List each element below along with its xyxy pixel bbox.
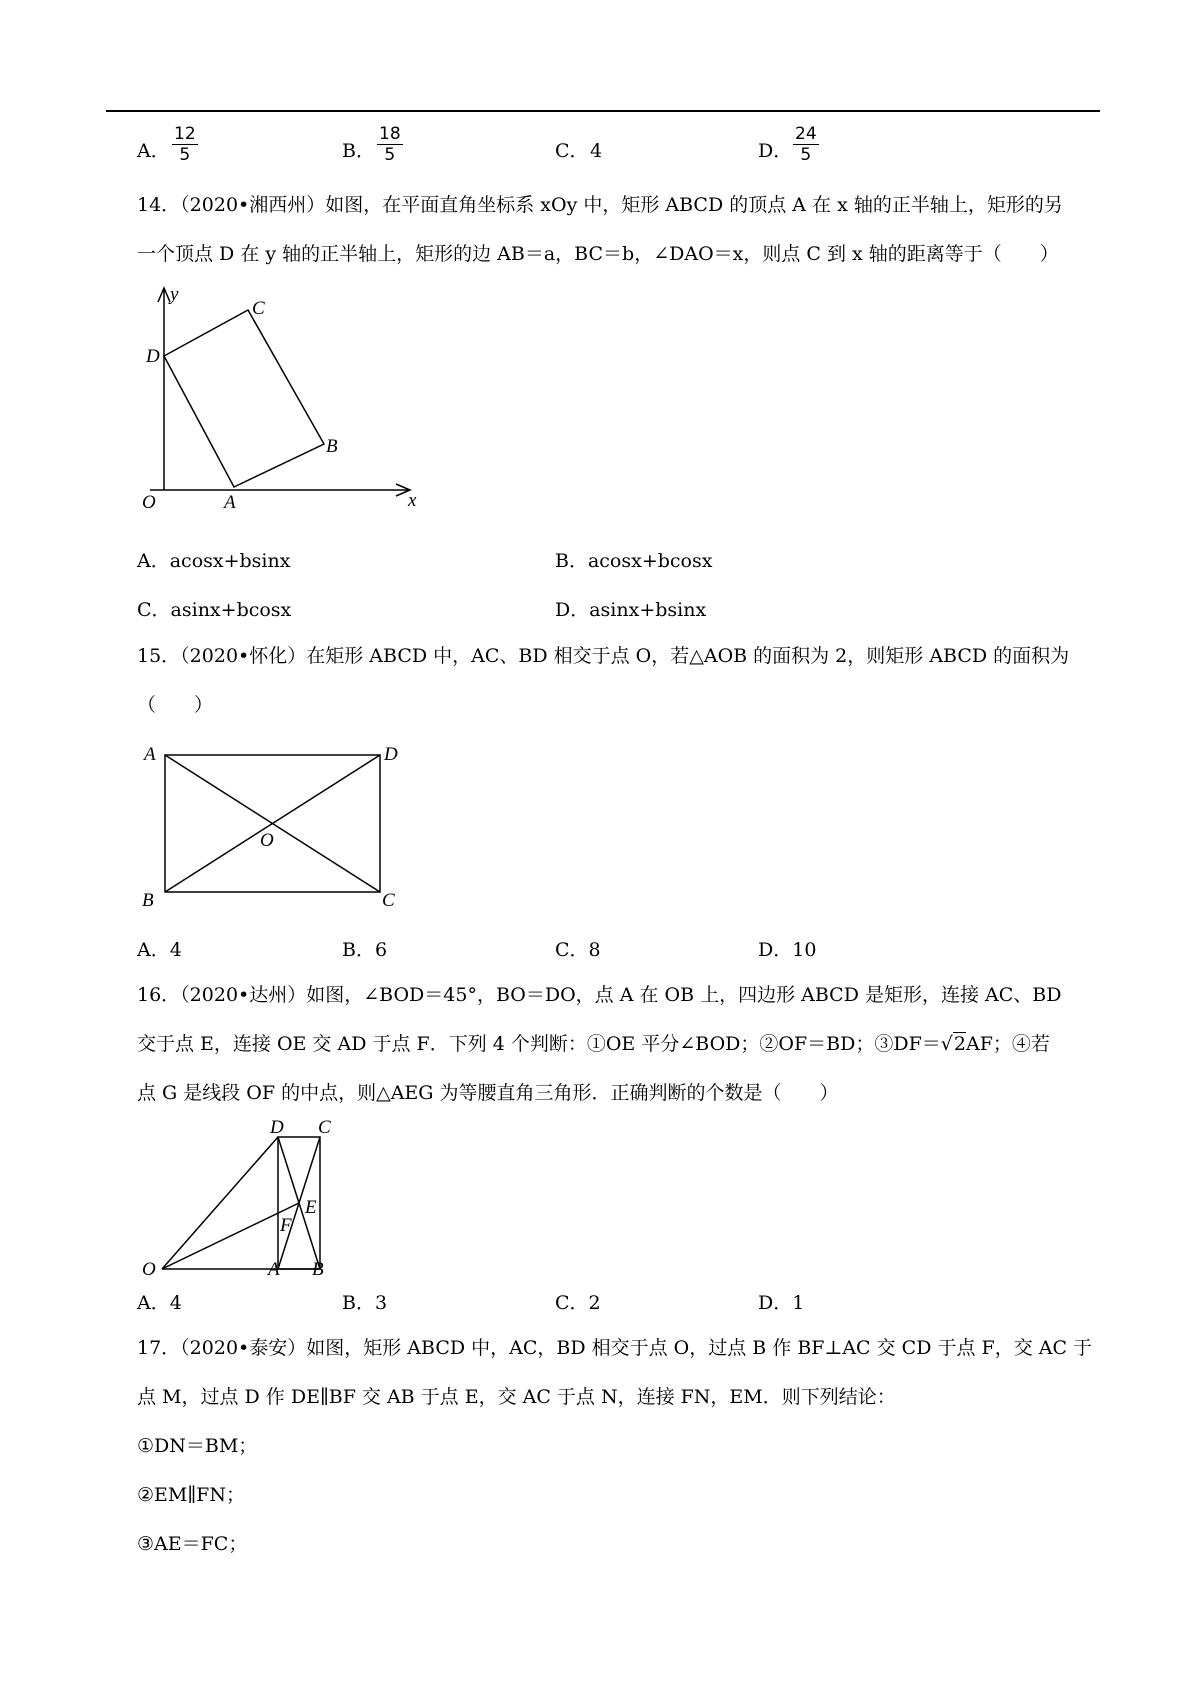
segment-od bbox=[162, 1137, 278, 1269]
q17-item1: ①DN＝BM； bbox=[137, 1435, 258, 1457]
label-o: O bbox=[142, 1259, 156, 1280]
q13-option-a-fraction bbox=[172, 124, 198, 165]
q16-stem-line1: 16．（2020•达州）如图，∠BOD＝45°，BO＝DO，点 A 在 OB 上，四边形 ABCD 是矩形，连接 AC、BD bbox=[137, 984, 1062, 1006]
fraction-numerator: 12 bbox=[174, 124, 196, 144]
q16-line2-before: 交于点 E，连接 OE 交 AD 于点 F．下列 4 个判断：①OE 平分∠BOD；②OF＝BD；③DF＝ bbox=[137, 1033, 941, 1055]
header-rule bbox=[106, 110, 1100, 112]
q16-stem-line2 bbox=[137, 1032, 1050, 1056]
q16-stem-line3: 点 G 是线段 OF 的中点，则△AEG 为等腰直角三角形．正确判断的个数是（ ） bbox=[137, 1082, 839, 1104]
q16-option-c: C．2 bbox=[555, 1292, 601, 1314]
q13-option-d-fraction bbox=[793, 124, 819, 165]
fraction-numerator: 24 bbox=[795, 124, 817, 144]
q15-option-a: A．4 bbox=[137, 939, 182, 961]
label-d: D bbox=[384, 744, 398, 765]
fraction-denominator: 5 bbox=[800, 145, 812, 165]
q14-stem-line1: 14．（2020•湘西州）如图，在平面直角坐标系 xOy 中，矩形 ABCD 的顶点 A 在 x 轴的正半轴上，矩形的另 bbox=[137, 194, 1063, 216]
q16-option-b: B．3 bbox=[342, 1292, 388, 1314]
q16-option-d: D．1 bbox=[758, 1292, 805, 1314]
label-a: A bbox=[144, 744, 156, 765]
q15-option-d: D．10 bbox=[758, 939, 817, 961]
fraction-denominator: 5 bbox=[179, 145, 191, 165]
q17-item3: ③AE＝FC； bbox=[137, 1533, 248, 1555]
q13-option-a-label: A． bbox=[137, 140, 170, 162]
label-b: B bbox=[326, 436, 338, 457]
q16-figure bbox=[130, 1115, 360, 1280]
q13-option-c-label: C． bbox=[555, 140, 589, 162]
q15-figure bbox=[130, 740, 430, 910]
label-e: E bbox=[305, 1197, 317, 1218]
label-b: B bbox=[312, 1259, 324, 1280]
label-d: D bbox=[146, 346, 160, 367]
label-o: O bbox=[260, 830, 274, 851]
q13-option-d-label: D． bbox=[758, 140, 793, 162]
q14-option-d: D．asinx+bsinx bbox=[555, 599, 707, 621]
q15-option-b: B．6 bbox=[342, 939, 388, 961]
label-y: y bbox=[170, 284, 179, 305]
label-d: D bbox=[270, 1117, 284, 1138]
fraction-numerator: 18 bbox=[379, 124, 401, 144]
fraction-denominator: 5 bbox=[384, 145, 396, 165]
label-o: O bbox=[142, 492, 156, 513]
label-a: A bbox=[224, 492, 236, 513]
label-c: C bbox=[318, 1117, 331, 1138]
q17-stem-line2: 点 M，过点 D 作 DE∥BF 交 AB 于点 E，交 AC 于点 N，连接 FN，EM．则下列结论： bbox=[137, 1386, 896, 1408]
q13-option-b-fraction bbox=[377, 124, 403, 165]
sqrt-symbol: √ bbox=[940, 1033, 953, 1055]
q17-stem-line1: 17．（2020•泰安）如图，矩形 ABCD 中，AC，BD 相交于点 O，过点 B 作 BF⊥AC 交 CD 于点 F，交 AC 于 bbox=[137, 1337, 1093, 1359]
q15-stem-line2: （ ） bbox=[137, 694, 214, 716]
q14-option-a: A．acosx+bsinx bbox=[137, 550, 291, 572]
q16-option-a: A．4 bbox=[137, 1292, 182, 1314]
q14-option-b: B．acosx+bcosx bbox=[555, 550, 713, 572]
label-b: B bbox=[142, 890, 154, 910]
q15-option-c: C．8 bbox=[555, 939, 601, 961]
label-a: A bbox=[268, 1259, 280, 1280]
q14-option-c: C．asinx+bcosx bbox=[137, 599, 292, 621]
q17-item2: ②EM∥FN； bbox=[137, 1484, 245, 1506]
rectangle-abcd bbox=[164, 310, 324, 487]
q14-stem-line2: 一个顶点 D 在 y 轴的正半轴上，矩形的边 AB＝a，BC＝b，∠DAO＝x，则点 C 到 x 轴的距离等于（ ） bbox=[137, 243, 1059, 265]
label-x: x bbox=[408, 490, 417, 511]
q14-figure bbox=[130, 280, 430, 520]
label-c: C bbox=[252, 298, 265, 319]
q15-stem-line1: 15．（2020•怀化）在矩形 ABCD 中，AC、BD 相交于点 O，若△AOB 的面积为 2，则矩形 ABCD 的面积为 bbox=[137, 645, 1070, 667]
q16-line2-after: AF；④若 bbox=[965, 1033, 1050, 1055]
q13-option-b-label: B． bbox=[342, 140, 375, 162]
sqrt-radicand: 2 bbox=[953, 1033, 966, 1055]
q13-option-c-value: 4 bbox=[590, 140, 603, 162]
label-c: C bbox=[382, 890, 395, 910]
label-f: F bbox=[280, 1215, 292, 1236]
